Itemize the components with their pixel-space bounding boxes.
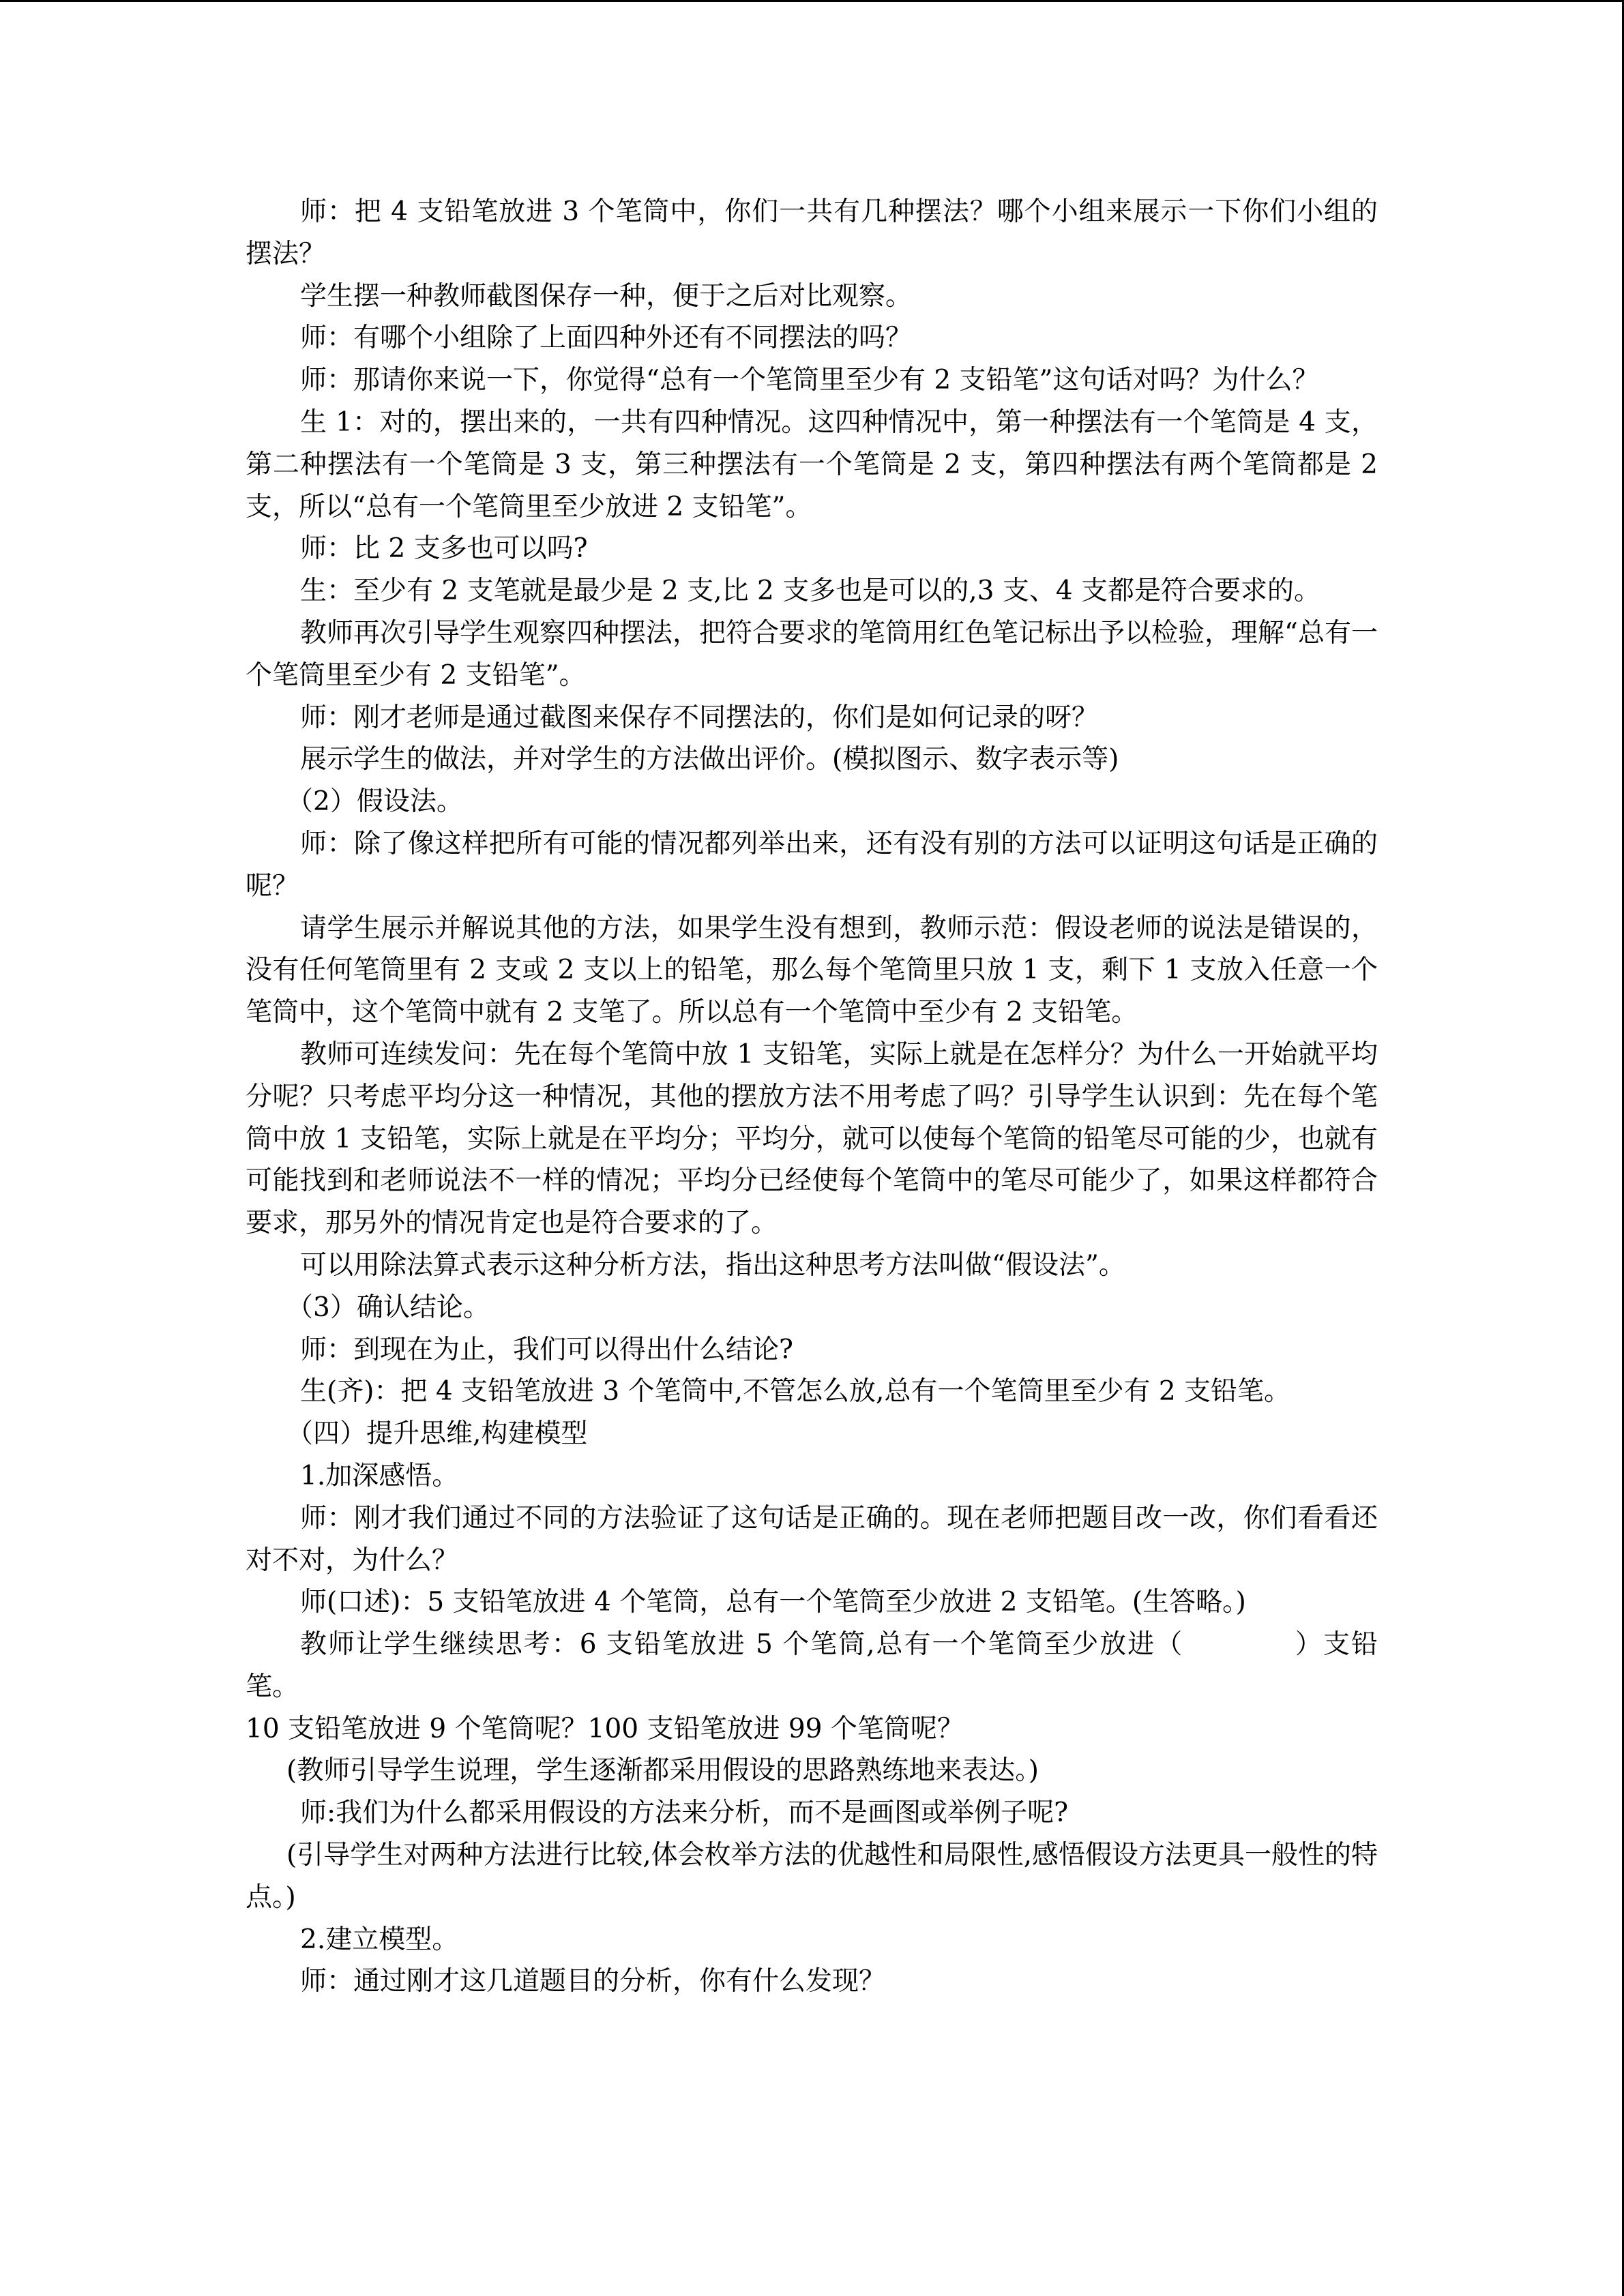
paragraph: 展示学生的做法，并对学生的方法做出评价。(模拟图示、数字表示等) — [300, 744, 1119, 775]
paragraph: 师：那请你来说一下，你觉得“总有一个笔筒里至少有 2 支铅笔”这句话对吗？为什么？ — [300, 365, 1319, 396]
paragraph: 师：刚才老师是通过截图来保存不同摆法的，你们是如何记录的呀？ — [300, 702, 1099, 733]
paragraph: 师：通过刚才这几道题目的分析，你有什么发现？ — [300, 1966, 886, 1997]
paragraph: 师：把 4 支铅笔放进 3 个笔筒中，你们一共有几种摆法？哪个小组来展示一下你们小组的摆法？ — [246, 196, 1378, 269]
section-heading: （2）假设法。 — [286, 786, 463, 818]
paragraph: 师:我们为什么都采用假设的方法来分析，而不是画图或举例子呢? — [300, 1798, 1069, 1829]
paragraph: 师：比 2 支多也可以吗? — [300, 533, 588, 565]
subsection-heading: 1.加深感悟。 — [300, 1460, 459, 1491]
paragraph: 生(齐)：把 4 支铅笔放进 3 个笔筒中,不管怎么放,总有一个笔筒里至少有 2 支铅笔。 — [300, 1376, 1291, 1407]
paragraph: 师：有哪个小组除了上面四种外还有不同摆法的吗？ — [300, 323, 913, 354]
paragraph: 教师可连续发问：先在每个笔筒中放 1 支铅笔，实际上就是在怎样分？为什么一开始就平均分呢？只考虑平均分这一种情况，其他的摆放方法不用考虑了吗？引导学生认识到：先在每个笔筒中放 1 支铅笔，实际上就是在平均分；平均分，就可以使每个笔筒的铅笔尽可能的少，也就有可能找到和老师说法不一样的情况；平均分已经使每个笔筒中的笔尽可能少了，如果这样都符合要求，那另外的情况肯定也是符合要求的了。 — [246, 1039, 1378, 1239]
paragraph: (教师引导学生说理，学生逐渐都采用假设的思路熟练地来表达。) — [286, 1755, 1039, 1787]
document-body — [246, 191, 1378, 2003]
paragraph: 生：至少有 2 支笔就是最少是 2 支,比 2 支多也是可以的,3 支、4 支都是符合要求的。 — [300, 576, 1321, 607]
section-heading: （3）确认结论。 — [286, 1292, 490, 1323]
paragraph: 师：除了像这样把所有可能的情况都列举出来，还有没有别的方法可以证明这句话是正确的呢？ — [246, 828, 1378, 901]
paragraph: 教师让学生继续思考：6 支铅笔放进 5 个笔筒,总有一个笔筒至少放进（ ）支铅笔。 — [246, 1629, 1378, 1702]
paragraph: 教师再次引导学生观察四种摆法，把符合要求的笔筒用红色笔记标出予以检验，理解“总有一个笔筒里至少有 2 支铅笔”。 — [246, 617, 1378, 691]
paragraph: 可以用除法算式表示这种分析方法，指出这种思考方法叫做“假设法”。 — [300, 1249, 1125, 1281]
paragraph: 请学生展示并解说其他的方法，如果学生没有想到，教师示范：假设老师的说法是错误的，没有任何笔筒里有 2 支或 2 支以上的铅笔，那么每个笔筒里只放 1 支，剩下 1 支放入任意一个笔筒中，这个笔筒中就有 2 支笔了。所以总有一个笔筒中至少有 2 支铅笔。 — [246, 912, 1378, 1028]
paragraph: (引导学生对两种方法进行比较,体会枚举方法的优越性和局限性,感悟假设方法更具一般性的特点。) — [246, 1840, 1378, 1913]
paragraph: 学生摆一种教师截图保存一种，便于之后对比观察。 — [300, 280, 913, 312]
paragraph: 生 1：对的，摆出来的，一共有四种情况。这四种情况中，第一种摆法有一个笔筒是 4 支，第二种摆法有一个笔筒是 3 支，第三种摆法有一个笔筒是 2 支，第四种摆法有两个笔筒都是 2 支，所以“总有一个笔筒里至少放进 2 支铅笔”。 — [246, 406, 1378, 522]
section-heading: （四）提升思维,构建模型 — [286, 1418, 588, 1450]
paragraph: 师(口述)：5 支铅笔放进 4 个笔筒，总有一个笔筒至少放进 2 支铅笔。(生答略。) — [300, 1587, 1246, 1618]
paragraph: 师：刚才我们通过不同的方法验证了这句话是正确的。现在老师把题目改一改，你们看看还对不对，为什么？ — [246, 1502, 1378, 1576]
paragraph: 师：到现在为止，我们可以得出什么结论? — [300, 1334, 793, 1365]
subsection-heading: 2.建立模型。 — [300, 1924, 459, 1955]
paragraph: 10 支铅笔放进 9 个笔筒呢？100 支铅笔放进 99 个笔筒呢？ — [246, 1713, 964, 1744]
